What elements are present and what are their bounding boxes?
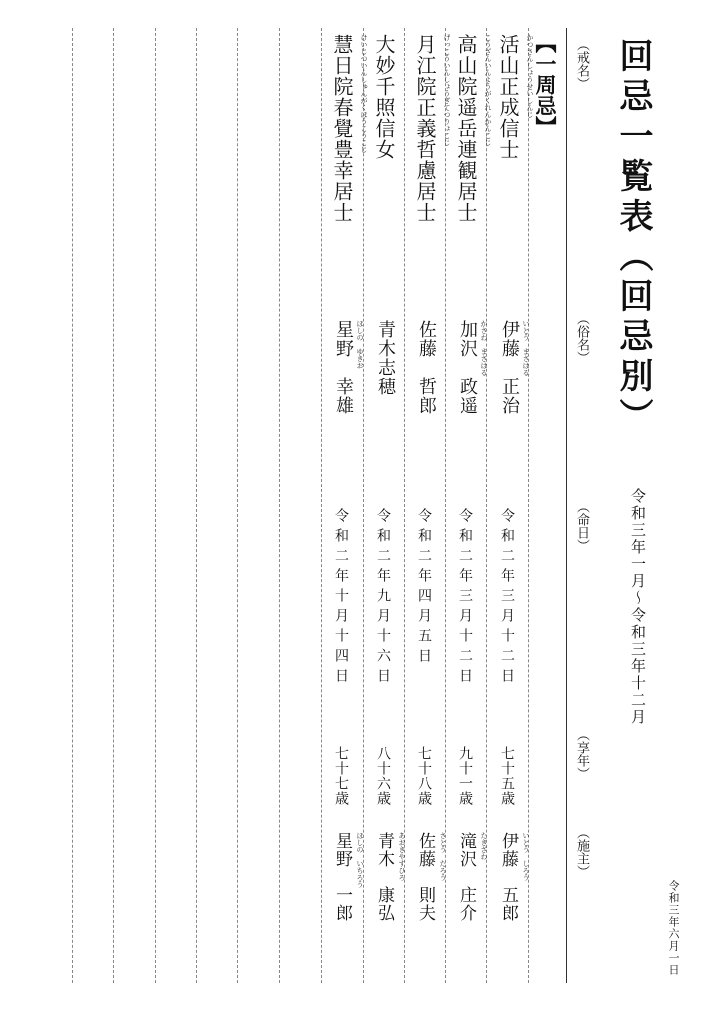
header-kyonen: （享年） [574,728,589,780]
zokumyo: 伊藤 正治 [499,320,520,415]
kyonen: 八十六歳 [375,746,391,806]
header-kaimyo: （戒名） [574,38,589,90]
page-title: 回忌一覧表（回忌別） [613,38,653,438]
meinichi: 令和二年三月十二日 [457,508,473,688]
zokumyo-ruby: かさわ まさはる [480,320,488,376]
date-range: 令和三年一月～令和三年十二月 [629,488,647,726]
meinichi: 令和二年三月十二日 [499,508,515,688]
column-divider [237,28,238,983]
column-divider [155,28,156,983]
kyonen: 七十五歳 [499,746,515,806]
seshu-ruby: いとう しろう [522,832,530,881]
kaimyo-ruby: かつさんしょうせいしんじ [526,34,534,118]
zokumyo-ruby: いとう まさはる [522,320,530,376]
column-divider [279,28,280,983]
column-divider [72,28,73,983]
kyonen: 九十一歳 [457,746,473,806]
header-meinichi: （命日） [574,500,589,552]
kaimyo-ruby: こうざんいんようがくれんかんこじ [484,34,492,146]
kaimyo-ruby: けいじついんしゅんがくほうこうこじ [360,34,368,153]
seshu-ruby: たきざわ [480,832,488,860]
kyonen: 七十七歳 [333,746,349,806]
seshu-ruby: あおきやすひろ [398,832,406,881]
kaimyo: 大妙千照信女 [372,34,396,160]
seshu: 滝沢 庄介 [456,832,476,922]
header-seshu: （施主） [574,826,589,878]
header-rule [566,28,567,983]
seshu: 佐藤 則夫 [415,832,435,922]
zokumyo: 星野 幸雄 [333,320,354,415]
zokumyo: 佐藤 哲郎 [416,320,437,415]
kaimyo: 高山院遥岳連観居士 [454,34,478,223]
seshu: 星野 一郎 [332,832,352,922]
kaimyo: 活山正成信士 [496,34,520,160]
header-zokumyo: （俗名） [574,312,589,364]
issue-date: 令和三年六月一日 [667,880,680,976]
column-divider [321,28,322,983]
zokumyo: 加沢 政遥 [457,320,478,415]
seshu-ruby: さとう たろう [439,832,447,881]
seshu: 伊藤 五郎 [498,832,518,922]
kaimyo: 月江院正義哲慮居士 [413,34,437,223]
kyonen: 七十八歳 [416,746,432,806]
seshu: 青木 康弘 [374,832,394,922]
seshu-ruby: ほしの いちろう [356,832,364,888]
zokumyo: 青木志穂 [375,320,396,396]
meinichi: 令和二年四月五日 [416,508,432,668]
kaimyo-ruby: げっこういんしょうぎてつりょこじ [443,34,451,146]
column-divider [196,28,197,983]
column-divider [113,28,114,983]
section-label: 【一周忌】 [533,32,558,137]
meinichi: 令和二年九月十六日 [375,508,391,688]
kaimyo: 慧日院春覺豊幸居士 [330,34,354,223]
zokumyo-ruby: ほしの ゆきお [356,320,364,369]
meinichi: 令和二年十月十四日 [333,508,349,688]
